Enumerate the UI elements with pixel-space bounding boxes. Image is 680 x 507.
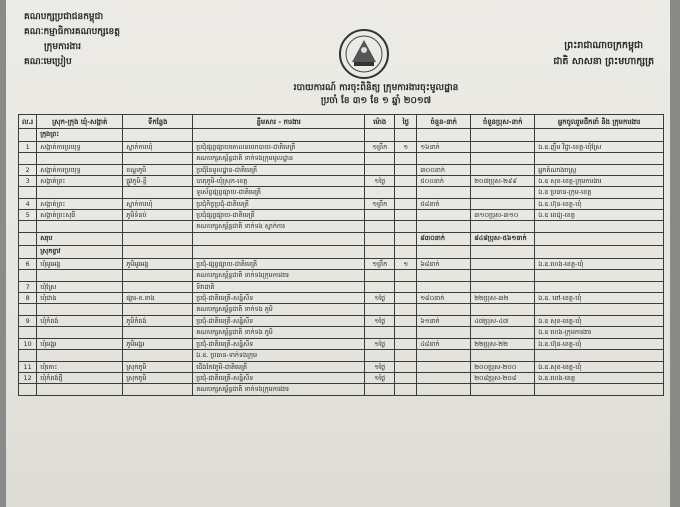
- table-cell: [471, 129, 535, 142]
- table-cell: [193, 233, 365, 246]
- table-cell: [395, 293, 417, 304]
- table-cell: ៣១០ប្រុស-៣១០: [471, 210, 535, 221]
- table-cell: ស្រុកភូមិ: [123, 373, 193, 384]
- table-cell: ១ថ្ងៃ: [365, 316, 395, 327]
- table-cell: ទូរស័ព្ទផ្សព្វផ្សាយ-ជាតិមេត្រី: [193, 187, 365, 199]
- table-cell: សង្កាត់ព្រះសុធី: [37, 210, 123, 221]
- table-cell: សង្កាត់ការប្រយុទ្ធ: [37, 165, 123, 176]
- table-row: [19, 270, 664, 282]
- table-cell: [365, 153, 395, 165]
- table-cell: ឯ.ឧ ប្រធាន-ក្រុម-ខេត្ត: [535, 187, 664, 199]
- table-row: [19, 327, 664, 339]
- table-cell: [417, 362, 471, 373]
- table-cell: [37, 350, 123, 362]
- table-cell: ឯ.ឧ.ហេង-ខេត្ត-ឃុំ: [535, 259, 664, 270]
- table-cell: ៤៨នាក់: [417, 339, 471, 350]
- table-row: [19, 165, 664, 176]
- table-cell: [365, 233, 395, 246]
- header-left: [24, 10, 120, 70]
- section-row: [19, 233, 664, 246]
- table-cell: [395, 373, 417, 384]
- table-cell: 11: [19, 362, 37, 373]
- table-cell: [37, 304, 123, 316]
- table-cell: [365, 384, 395, 396]
- table-cell: ភូមិអង្គរ: [123, 339, 193, 350]
- table-cell: ១៨០នាក់: [417, 293, 471, 304]
- table-cell: [37, 270, 123, 282]
- table-header-row: [19, 115, 664, 129]
- table-cell: សង្កាត់ព្រះ: [37, 176, 123, 187]
- table-cell: [19, 129, 37, 142]
- table-cell: ផ្លូវភូមិ-ខ្លី: [123, 176, 193, 187]
- table-cell: ឃុំស្រែ: [37, 282, 123, 293]
- table-cell: ៦៨នាក់: [417, 259, 471, 270]
- table-row: [19, 153, 664, 165]
- table-cell: ឃុំកំពង់: [37, 316, 123, 327]
- table-cell: [535, 270, 664, 282]
- table-cell: [471, 221, 535, 233]
- sub-committee: គណៈមេប្រៀប: [24, 57, 72, 67]
- table-cell: [123, 282, 193, 293]
- table-cell: ៥៨នាក់: [417, 199, 471, 210]
- table-cell: ២០៨ប្រុស-២០៨: [471, 373, 535, 384]
- table-cell: ឯ.ឧ.សុខ-ខេត្ត-ឃុំ: [535, 362, 664, 373]
- table-cell: [19, 187, 37, 199]
- table-cell: ប្រជុំ-ជាតិមេត្រី-សន្និសីទ: [193, 373, 365, 384]
- table-cell: [123, 187, 193, 199]
- column-header: អ្នកចូលរួមដឹកនាំ និង ក្រុមការងារ: [535, 115, 664, 129]
- table-cell: 9: [19, 316, 37, 327]
- table-row: [19, 316, 664, 327]
- table-row: [19, 221, 664, 233]
- table-cell: ឯ.ឧ ពេជ្យ-ខេត្ត: [535, 210, 664, 221]
- table-cell: [417, 221, 471, 233]
- table-cell: [471, 165, 535, 176]
- table-cell: [417, 350, 471, 362]
- table-cell: ឯ.ឧ.ហ៊ុន-ខេត្ត-ឃុំ: [535, 199, 664, 210]
- table-cell: ១ថ្ងៃ: [365, 362, 395, 373]
- table-cell: សរុប: [37, 233, 123, 246]
- table-cell: ៨៣០នាក់: [417, 233, 471, 246]
- table-cell: [395, 210, 417, 221]
- table-cell: [123, 153, 193, 165]
- table-cell: [123, 384, 193, 396]
- report-title-line2: ប្រចាំ ខែ ៣១ ខែ ១ ឆ្នាំ ២០១៧: [320, 96, 432, 106]
- committee-name: គណៈកម្មាធិការគណបក្សខេត្ត: [24, 27, 120, 37]
- table-cell: [471, 327, 535, 339]
- report-title-line1: របាយការណ៍ ការចុះពិនិត្យ ក្រុមការងារចុះមូលដ្ឋាន: [293, 83, 459, 93]
- table-cell: 10: [19, 339, 37, 350]
- table-cell: ១ថ្ងៃ: [365, 293, 395, 304]
- table-cell: ១: [395, 259, 417, 270]
- table-cell: [395, 350, 417, 362]
- table-row: [19, 259, 664, 270]
- table-cell: [37, 153, 123, 165]
- table-cell: [19, 270, 37, 282]
- table-cell: [365, 350, 395, 362]
- column-header: ចំនួន-នាក់: [417, 115, 471, 129]
- table-cell: ៥០០នាក់: [417, 176, 471, 187]
- table-row: [19, 373, 664, 384]
- table-cell: [365, 270, 395, 282]
- table-cell: ២០០ប្រុស-២០០: [471, 362, 535, 373]
- kingdom-name: ព្រះរាជាណាចក្រកម្ពុជា: [564, 40, 644, 51]
- table-cell: ១ថ្ងៃ: [365, 339, 395, 350]
- table-cell: ផ្សារ-ខ.ខាង: [123, 293, 193, 304]
- table-cell: [395, 129, 417, 142]
- table-cell: ៦១នាក់: [417, 316, 471, 327]
- table-row: [19, 187, 664, 199]
- table-row: [19, 339, 664, 350]
- table-row: [19, 384, 664, 396]
- table-cell: ឯ.ឧ.ញឹម វិជ្ជា-ខេត្ត-ឃុំស្រែ: [535, 142, 664, 153]
- table-cell: [535, 304, 664, 316]
- table-cell: [193, 129, 365, 142]
- table-cell: ឯ.ឧ សុខ-ខេត្ត-ឃុំ: [535, 316, 664, 327]
- table-cell: ២០៧ប្រុស-២៩៩: [471, 176, 535, 187]
- table-cell: [365, 221, 395, 233]
- table-cell: 3: [19, 176, 37, 187]
- table-cell: [37, 384, 123, 396]
- table-cell: [471, 350, 535, 362]
- table-cell: ភូមិកំពង់: [123, 316, 193, 327]
- table-cell: ១: [395, 142, 417, 153]
- table-cell: [19, 233, 37, 246]
- table-cell: ឯ.ឧ.ហេង-ខេត្ត: [535, 373, 664, 384]
- table-cell: [417, 270, 471, 282]
- table-cell: គណបក្សសម្ព័ន្ធជាតិ ទាក់ទង ភូមិ: [193, 327, 365, 339]
- table-cell: ឃុំជាង: [37, 293, 123, 304]
- party-emblem-icon: [338, 28, 390, 80]
- table-cell: [123, 246, 193, 259]
- table-cell: [19, 246, 37, 259]
- table-cell: ២២ប្រុស-២២: [471, 339, 535, 350]
- table-cell: [123, 270, 193, 282]
- table-cell: [123, 350, 193, 362]
- table-cell: ឃុំអូរអង្គ: [37, 259, 123, 270]
- table-cell: [535, 153, 664, 165]
- table-cell: ប្រជុំកិច្ចប្រជុំ-ជាតិមេត្រី: [193, 199, 365, 210]
- section-row: [19, 129, 664, 142]
- table-cell: ២២ប្រុស-៣២: [471, 293, 535, 304]
- table-cell: ជើងកែវភូមិ-ជាតិមេត្រី: [193, 362, 365, 373]
- table-cell: ប្រជុំ-ជាតិមេត្រី-សន្និសីទ: [193, 316, 365, 327]
- table-cell: ស្នាក់ការឃុំ: [123, 199, 193, 210]
- table-cell: [417, 129, 471, 142]
- table-cell: [123, 129, 193, 142]
- table-cell: [365, 327, 395, 339]
- table-cell: [535, 350, 664, 362]
- table-cell: សង្កាត់ព្រះ: [37, 199, 123, 210]
- column-header: ល.រ: [19, 115, 37, 129]
- table-cell: [19, 327, 37, 339]
- report-title: [216, 82, 536, 108]
- column-header: ខ្លឹមសារ - ការងារ: [193, 115, 365, 129]
- table-cell: អ្នកតំណាងរាស្ត្រ: [535, 165, 664, 176]
- table-row: [19, 199, 664, 210]
- table-cell: ភូមិទំនប់: [123, 210, 193, 221]
- table-row: [19, 304, 664, 316]
- table-cell: ប្រជុំ-ផ្សព្វផ្សាយ-ជាតិមេត្រី: [193, 259, 365, 270]
- table-cell: [365, 129, 395, 142]
- table-cell: [395, 221, 417, 233]
- table-cell: [365, 165, 395, 176]
- table-cell: [417, 210, 471, 221]
- table-cell: [37, 327, 123, 339]
- table-cell: ១៦នាក់: [417, 142, 471, 153]
- table-cell: 2: [19, 165, 37, 176]
- column-header: ស្រុក-ក្រុង ឃុំ-សង្កាត់: [37, 115, 123, 129]
- table-cell: ៣០០នាក់: [417, 165, 471, 176]
- party-name: គណបក្សប្រជាជនកម្ពុជា: [24, 12, 104, 22]
- table-cell: [123, 327, 193, 339]
- table-cell: [535, 384, 664, 396]
- section-row: [19, 246, 664, 259]
- table-cell: [123, 304, 193, 316]
- table-cell: ប្រជុំ-ជាតិមេត្រី-សន្និសីទ: [193, 339, 365, 350]
- table-cell: [417, 187, 471, 199]
- table-cell: [395, 304, 417, 316]
- table-cell: [535, 129, 664, 142]
- table-cell: [37, 221, 123, 233]
- table-row: [19, 350, 664, 362]
- table-cell: [395, 187, 417, 199]
- table-cell: [395, 316, 417, 327]
- table-cell: ឯ.ឧ. ពៅ-ខេត្ត-ឃុំ: [535, 293, 664, 304]
- table-cell: គណបក្សសម្ព័ន្ធជាតិ ទាក់ទង ភូមិ: [193, 304, 365, 316]
- table-cell: [395, 270, 417, 282]
- table-cell: [471, 199, 535, 210]
- table-cell: [395, 153, 417, 165]
- table-cell: ក្រុងព្រះ: [37, 129, 123, 142]
- table-cell: សង្កាត់ការប្រយុទ្ធ: [37, 142, 123, 153]
- column-header: ចំនួនប្រុស-នាក់: [471, 115, 535, 129]
- table-cell: [19, 153, 37, 165]
- table-cell: គណបក្សសម្ព័ន្ធជាតិ ទាក់ទងក្រុមការងារ: [193, 384, 365, 396]
- table-cell: [123, 233, 193, 246]
- table-cell: 6: [19, 259, 37, 270]
- table-cell: ស្រុកភូមិ: [123, 362, 193, 373]
- report-table: [18, 114, 664, 396]
- table-cell: [365, 210, 395, 221]
- table-cell: [37, 187, 123, 199]
- table-cell: 1: [19, 142, 37, 153]
- table-cell: [471, 153, 535, 165]
- table-cell: ប្រជុំ-ជាតិមេត្រី-សន្និសីទ: [193, 293, 365, 304]
- table-cell: [417, 153, 471, 165]
- table-cell: ឯ.ឧ សុខ-ខេត្ត-ក្រុមការងារ: [535, 176, 664, 187]
- table-cell: ខណ្ឌភូមិ: [123, 165, 193, 176]
- table-cell: [535, 221, 664, 233]
- table-cell: [471, 282, 535, 293]
- table-cell: ប្រជុំផ្សព្វផ្សាយ-ជាតិមេត្រី: [193, 210, 365, 221]
- table-row: [19, 293, 664, 304]
- table-cell: [365, 187, 395, 199]
- table-cell: គណបក្សសម្ព័ន្ធជាតិ ទាក់ទងក្រុមមូលដ្ឋាន: [193, 153, 365, 165]
- table-cell: [19, 384, 37, 396]
- table-cell: ១ព្រឹក: [365, 142, 395, 153]
- table-cell: ១ព្រឹក: [365, 259, 395, 270]
- table-cell: [417, 246, 471, 259]
- table-body: [19, 129, 664, 396]
- table-cell: ៤៧ប្រុស-៤៧: [471, 316, 535, 327]
- table-cell: 4: [19, 199, 37, 210]
- table-cell: ប្រជុំនៃមូលដ្ឋាន-ជាតិមេត្រី: [193, 165, 365, 176]
- table-cell: [535, 282, 664, 293]
- table-cell: [417, 304, 471, 316]
- table-cell: គណបក្សសម្ព័ន្ធជាតិ ទាក់ទង ស្នាក់ការ: [193, 221, 365, 233]
- table-cell: [19, 350, 37, 362]
- table-cell: 12: [19, 373, 37, 384]
- working-group: ក្រុមការងារ: [44, 42, 81, 52]
- table-cell: ១ថ្ងៃ: [365, 176, 395, 187]
- table-cell: [395, 165, 417, 176]
- table-cell: [19, 304, 37, 316]
- table-cell: [417, 327, 471, 339]
- table-cell: ស្នាក់ការឃុំ: [123, 142, 193, 153]
- table-cell: គណបក្សសម្ព័ន្ធជាតិ ទាក់ទងក្រុមការងារ: [193, 270, 365, 282]
- table-cell: ឯ.ឧ.ហ៊ុន-ខេត្ត-ឃុំ: [535, 339, 664, 350]
- table-row: [19, 362, 664, 373]
- table-row: [19, 210, 664, 221]
- table-cell: ភូមិអូរអង្គ: [123, 259, 193, 270]
- table-cell: ប្រជុំផ្សព្វផ្សាយគោលនយោបាយ-ជាតិមេត្រី: [193, 142, 365, 153]
- table-cell: [395, 327, 417, 339]
- table-cell: ឃុំកំពង់ថ្មី: [37, 373, 123, 384]
- table-cell: [471, 246, 535, 259]
- table-cell: [471, 384, 535, 396]
- table-cell: [365, 246, 395, 259]
- table-cell: [395, 384, 417, 396]
- column-header: ទីកន្លែង: [123, 115, 193, 129]
- document-page: [6, 0, 670, 507]
- table-cell: ឃុំអង្គរ: [37, 339, 123, 350]
- table-cell: 7: [19, 282, 37, 293]
- table-cell: [417, 282, 471, 293]
- table-cell: ៨៤៨ប្រុស-៥៦១នាក់: [471, 233, 535, 246]
- table-cell: ស្រុកខ្វាវ: [37, 246, 123, 259]
- table-cell: [535, 233, 664, 246]
- table-cell: [471, 187, 535, 199]
- table-cell: [395, 339, 417, 350]
- table-cell: ១ថ្ងៃ: [365, 373, 395, 384]
- table-cell: [471, 142, 535, 153]
- table-cell: [471, 259, 535, 270]
- national-motto: ជាតិ សាសនា ព្រះមហាក្សត្រ: [553, 56, 654, 67]
- table-cell: [395, 199, 417, 210]
- table-cell: [395, 246, 417, 259]
- header-right: [553, 38, 654, 70]
- table-cell: [365, 304, 395, 316]
- table-cell: [395, 362, 417, 373]
- table-row: [19, 142, 664, 153]
- table-cell: ១ព្រឹក: [365, 199, 395, 210]
- table-cell: [471, 270, 535, 282]
- table-cell: [471, 304, 535, 316]
- table-cell: បាតុភូមិ-ឃុំស្រុក-ខេត្ត: [193, 176, 365, 187]
- table-cell: [417, 384, 471, 396]
- table-cell: ឯ.ឧ. ប្រធាន-ទាក់ទងក្រុម: [193, 350, 365, 362]
- table-cell: [123, 221, 193, 233]
- table-cell: [535, 246, 664, 259]
- table-cell: ឯ.ឧ ហេង-ក្រុមការងារ: [535, 327, 664, 339]
- column-header: ថ្ងៃ: [395, 115, 417, 129]
- column-header: ម៉ោង: [365, 115, 395, 129]
- table-cell: [417, 373, 471, 384]
- table-row: [19, 176, 664, 187]
- table-cell: [193, 246, 365, 259]
- table-cell: [395, 176, 417, 187]
- table-cell: ទិវាជាតិ: [193, 282, 365, 293]
- table-cell: [395, 233, 417, 246]
- table-cell: [365, 282, 395, 293]
- table-cell: ឃុំកោះ: [37, 362, 123, 373]
- table-cell: 8: [19, 293, 37, 304]
- table-cell: 5: [19, 210, 37, 221]
- table-cell: [19, 221, 37, 233]
- table-row: [19, 282, 664, 293]
- table-cell: [395, 282, 417, 293]
